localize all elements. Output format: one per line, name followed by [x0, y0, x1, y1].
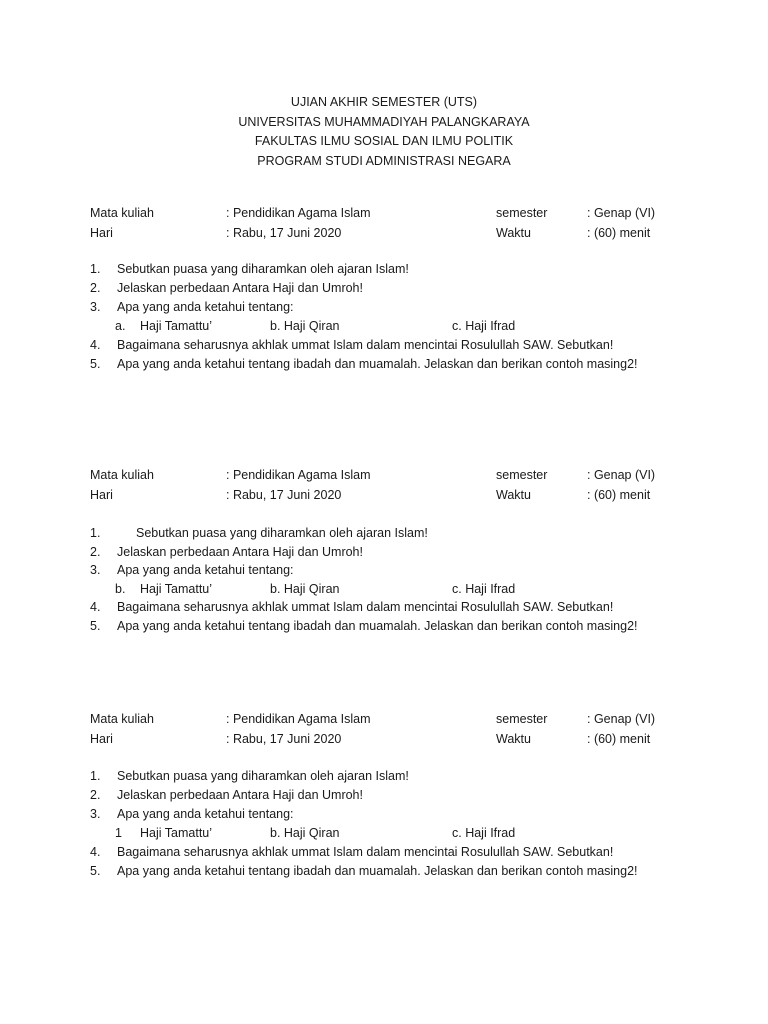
option-marker: a.: [115, 319, 126, 333]
question-3: [0, 561, 768, 580]
day-row: [0, 730, 768, 749]
course-row: [0, 204, 768, 223]
course-label: Mata kuliah: [90, 206, 154, 220]
option-b: b. Haji Qiran: [270, 582, 340, 596]
question-text: Jelaskan perbedaan Antara Haji dan Umroh!: [117, 281, 363, 295]
semester-value: : Genap (VI): [587, 468, 656, 482]
question-5: [0, 355, 768, 374]
question-number: 1.: [90, 769, 101, 783]
day-label: Hari: [90, 731, 113, 746]
question-number: 2.: [90, 545, 101, 559]
option-b: b. Haji Qiran: [270, 319, 340, 333]
time-label: Waktu: [496, 487, 531, 502]
option-marker: 1: [115, 826, 122, 840]
course-row: [0, 710, 768, 729]
exam-title: UJIAN AKHIR SEMESTER (UTS): [290, 95, 478, 109]
university-name: UNIVERSITAS MUHAMMADIYAH PALANGKARAYA: [238, 114, 530, 129]
option-c: c. Haji Ifrad: [452, 826, 516, 840]
course-label: Mata kuliah: [90, 712, 154, 726]
course-row: [0, 466, 768, 485]
question-5: [0, 617, 768, 636]
question-text: Sebutkan puasa yang diharamkan oleh ajaran Islam!: [136, 526, 428, 540]
option-a: Haji Tamattu’: [140, 319, 213, 333]
question-text: Apa yang anda ketahui tentang:: [117, 300, 294, 314]
question-number: 4.: [90, 600, 101, 614]
question-number: 4.: [90, 338, 101, 352]
question-text: Jelaskan perbedaan Antara Haji dan Umroh!: [117, 545, 363, 559]
semester-label: semester: [496, 712, 548, 726]
question-3-options: [0, 317, 768, 336]
question-2: [0, 279, 768, 298]
question-4: [0, 336, 768, 355]
question-4: [0, 598, 768, 617]
course-value: : Pendidikan Agama Islam: [226, 468, 371, 482]
time-value: : (60) menit: [587, 225, 651, 240]
time-value: : (60) menit: [587, 487, 651, 502]
question-number: 5.: [90, 864, 101, 878]
day-row: [0, 486, 768, 505]
faculty-name: FAKULTAS ILMU SOSIAL DAN ILMU POLITIK: [254, 134, 514, 148]
question-number: 3.: [90, 300, 101, 314]
question-text: Apa yang anda ketahui tentang:: [117, 807, 294, 821]
question-number: 2.: [90, 788, 101, 802]
question-1: [0, 767, 768, 786]
question-1: [0, 260, 768, 279]
question-text: Apa yang anda ketahui tentang:: [117, 563, 294, 577]
day-row: [0, 224, 768, 243]
option-c: c. Haji Ifrad: [452, 319, 516, 333]
option-c: c. Haji Ifrad: [452, 582, 516, 596]
question-3-options: [0, 580, 768, 599]
question-number: 1.: [90, 262, 101, 276]
question-1: [0, 524, 768, 543]
question-2: [0, 786, 768, 805]
time-label: Waktu: [496, 225, 531, 240]
question-text: Apa yang anda ketahui tentang ibadah dan muamalah. Jelaskan dan berikan contoh masing2!: [117, 357, 638, 371]
course-value: : Pendidikan Agama Islam: [226, 206, 371, 220]
exam-header: [0, 93, 768, 171]
time-value: : (60) menit: [587, 731, 651, 746]
question-number: 4.: [90, 845, 101, 859]
day-value: : Rabu, 17 Juni 2020: [226, 731, 342, 746]
semester-value: : Genap (VI): [587, 206, 656, 220]
question-4: [0, 843, 768, 862]
course-value: : Pendidikan Agama Islam: [226, 712, 371, 726]
question-text: Sebutkan puasa yang diharamkan oleh ajaran Islam!: [117, 262, 409, 276]
question-3: [0, 298, 768, 317]
semester-label: semester: [496, 468, 548, 482]
question-text: Jelaskan perbedaan Antara Haji dan Umroh!: [117, 788, 363, 802]
question-number: 5.: [90, 619, 101, 633]
option-marker: b.: [115, 582, 126, 596]
day-label: Hari: [90, 487, 113, 502]
question-number: 3.: [90, 807, 101, 821]
question-text: Bagaimana seharusnya akhlak ummat Islam dalam mencintai Rosulullah SAW. Sebutkan!: [117, 338, 614, 352]
question-text: Bagaimana seharusnya akhlak ummat Islam dalam mencintai Rosulullah SAW. Sebutkan!: [117, 845, 614, 859]
study-program: PROGRAM STUDI ADMINISTRASI NEGARA: [257, 153, 511, 168]
semester-label: semester: [496, 206, 548, 220]
time-label: Waktu: [496, 731, 531, 746]
day-value: : Rabu, 17 Juni 2020: [226, 487, 342, 502]
question-text: Sebutkan puasa yang diharamkan oleh ajaran Islam!: [117, 769, 409, 783]
question-5: [0, 862, 768, 881]
question-text: Apa yang anda ketahui tentang ibadah dan muamalah. Jelaskan dan berikan contoh masing2!: [117, 619, 638, 633]
course-label: Mata kuliah: [90, 468, 154, 482]
question-text: Apa yang anda ketahui tentang ibadah dan muamalah. Jelaskan dan berikan contoh masing2!: [117, 864, 638, 878]
semester-value: : Genap (VI): [587, 712, 656, 726]
question-3: [0, 805, 768, 824]
question-text: Bagaimana seharusnya akhlak ummat Islam dalam mencintai Rosulullah SAW. Sebutkan!: [117, 600, 614, 614]
day-label: Hari: [90, 225, 113, 240]
question-3-options: [0, 824, 768, 843]
day-value: : Rabu, 17 Juni 2020: [226, 225, 342, 240]
option-a: Haji Tamattu’: [140, 582, 213, 596]
question-number: 5.: [90, 357, 101, 371]
option-a: Haji Tamattu’: [140, 826, 213, 840]
question-number: 3.: [90, 563, 101, 577]
question-2: [0, 543, 768, 562]
option-b: b. Haji Qiran: [270, 826, 340, 840]
question-number: 2.: [90, 281, 101, 295]
question-number: 1.: [90, 526, 101, 540]
